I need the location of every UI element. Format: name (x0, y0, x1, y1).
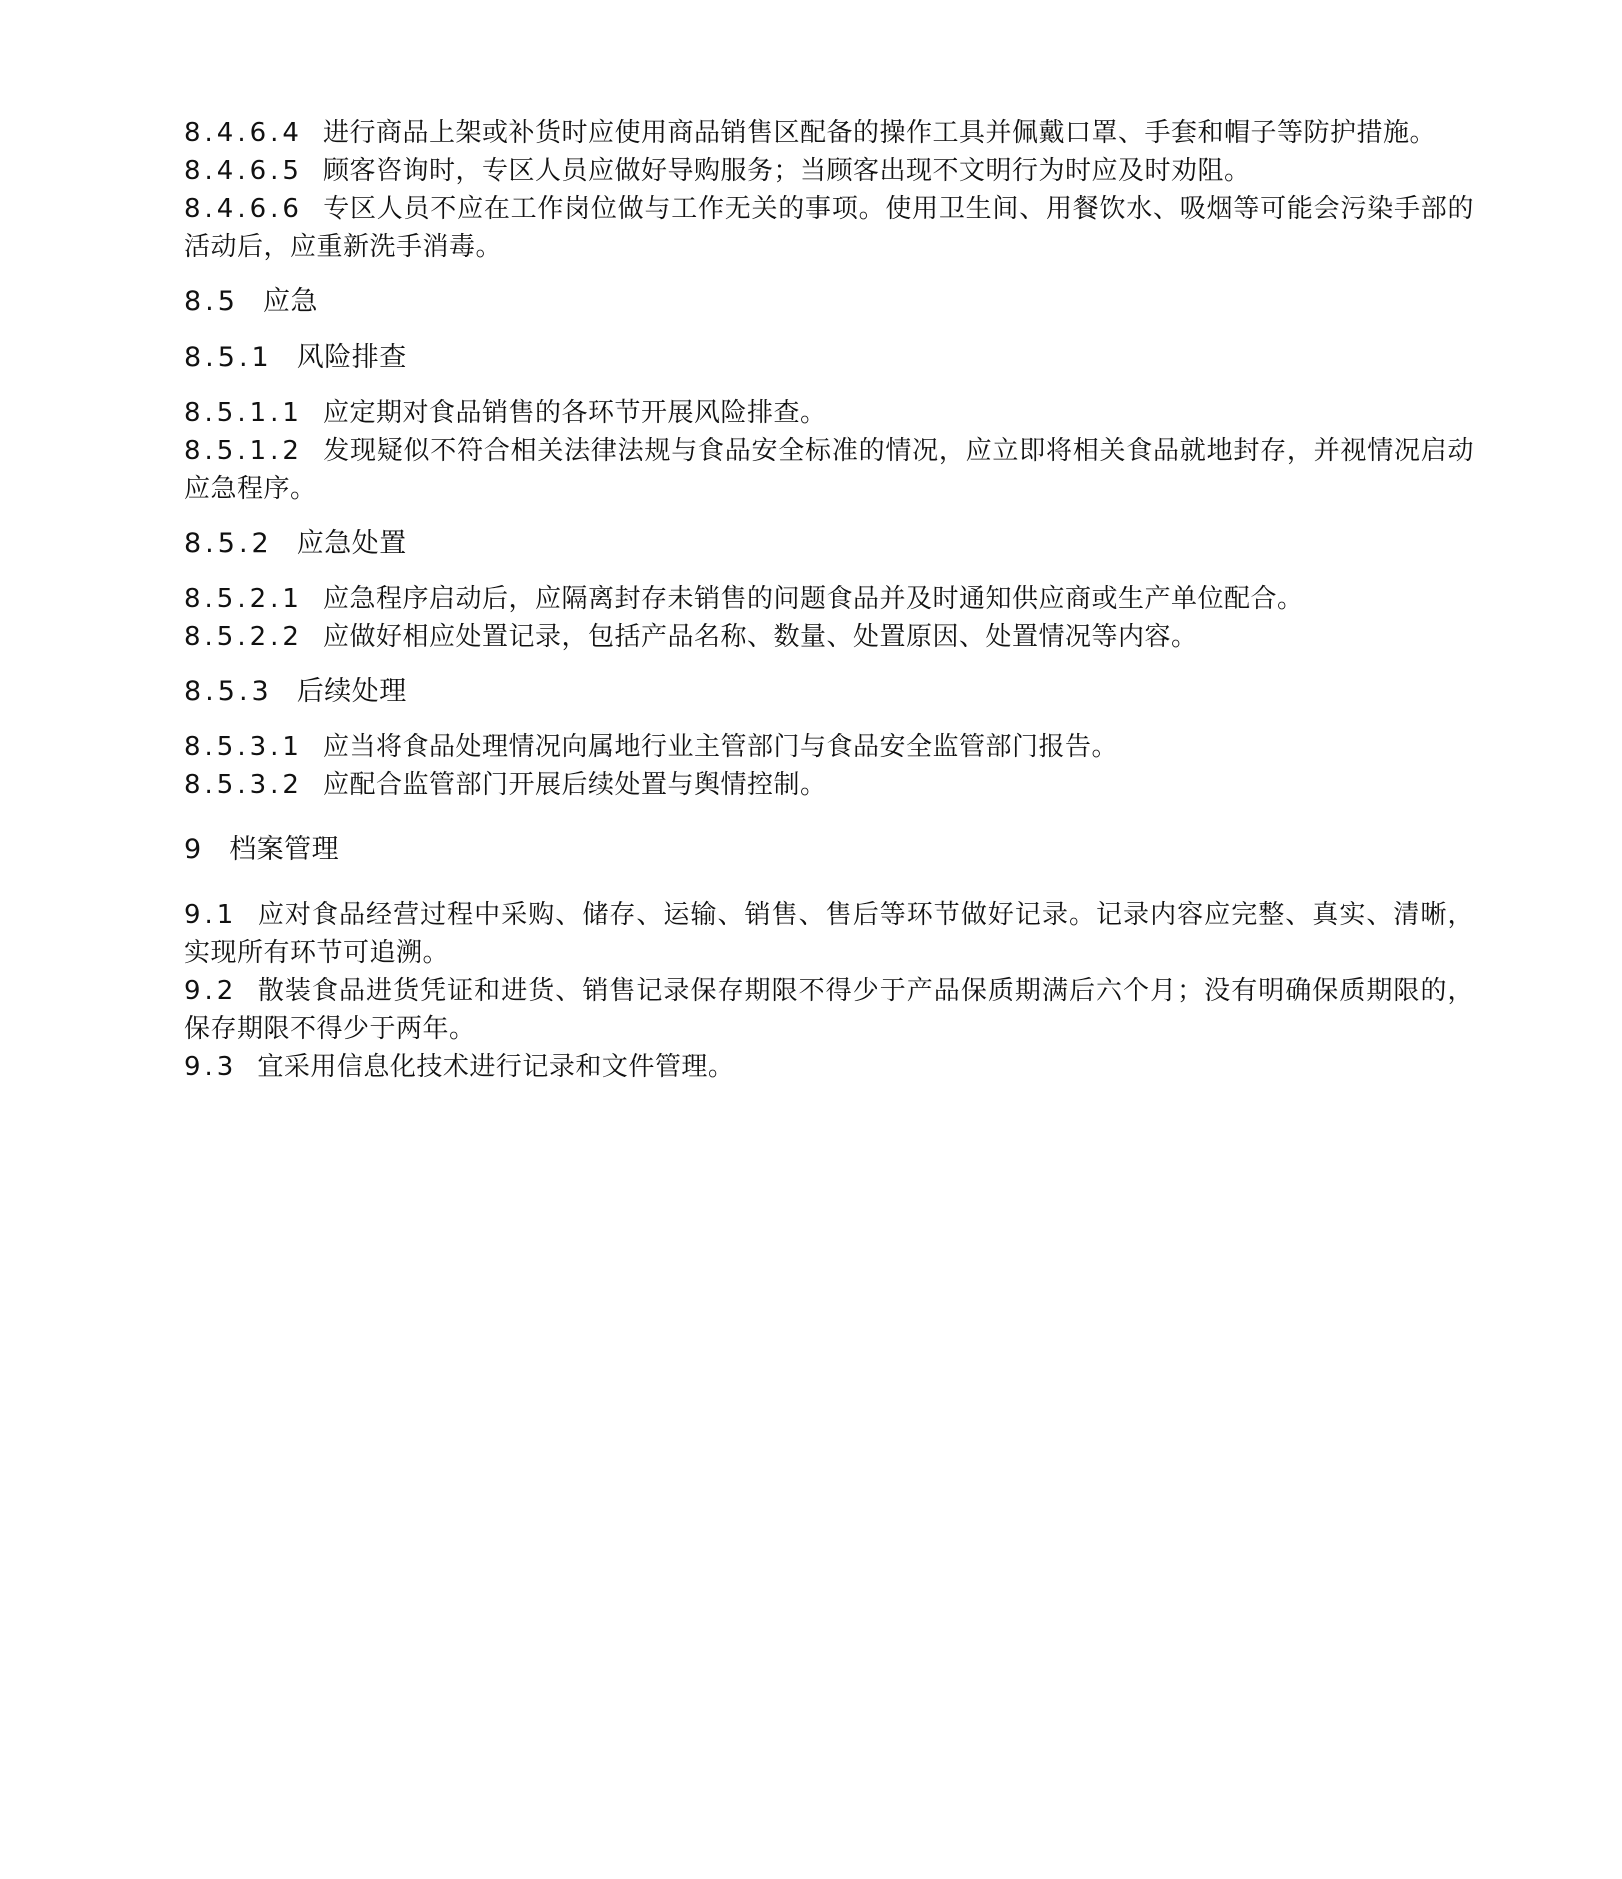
heading-number: 8.5.3 (184, 676, 273, 707)
clause-8-5-3-1 (184, 728, 1474, 766)
heading-8-5-2 (184, 524, 1474, 564)
heading-text: 后续处理 (296, 676, 407, 707)
clause-8-4-6-6 (184, 190, 1474, 266)
clause-number: 8.5.2.1 (184, 584, 303, 614)
clause-number: 9.2 (184, 976, 238, 1006)
clause-number: 8.5.1.1 (184, 398, 303, 428)
heading-text: 档案管理 (229, 834, 340, 865)
clause-text: 专区人员不应在工作岗位做与工作无关的事项。使用卫生间、用餐饮水、吸烟等可能会污染手部的活动后，应重新洗手消毒。 (184, 194, 1474, 262)
clause-text: 散装食品进货凭证和进货、销售记录保存期限不得少于产品保质期满后六个月；没有明确保质期限的，保存期限不得少于两年。 (184, 976, 1474, 1044)
heading-text: 应急处置 (296, 528, 407, 559)
heading-number: 8.5 (184, 286, 239, 317)
clause-text: 应定期对食品销售的各环节开展风险排查。 (322, 398, 827, 428)
clause-8-5-2-2 (184, 618, 1474, 656)
clause-8-5-2-1 (184, 580, 1474, 618)
clause-number: 8.5.3.1 (184, 732, 303, 762)
heading-number: 8.5.2 (184, 528, 273, 559)
heading-text: 应急 (262, 286, 318, 317)
clause-8-5-1-1 (184, 394, 1474, 432)
clause-number: 9.3 (184, 1052, 238, 1082)
clause-number: 8.5.1.2 (184, 436, 303, 466)
clause-text: 应做好相应处置记录，包括产品名称、数量、处置原因、处置情况等内容。 (322, 622, 1198, 652)
clause-number: 8.4.6.5 (184, 156, 303, 186)
clause-9-3 (184, 1048, 1474, 1086)
clause-number: 8.5.3.2 (184, 770, 303, 800)
clause-8-4-6-4 (184, 114, 1474, 152)
heading-number: 8.5.1 (184, 342, 273, 373)
clause-number: 8.5.2.2 (184, 622, 303, 652)
clause-text: 顾客咨询时，专区人员应做好导购服务；当顾客出现不文明行为时应及时劝阻。 (322, 156, 1251, 186)
heading-number: 9 (184, 834, 206, 865)
heading-8-5-1 (184, 338, 1474, 378)
heading-8-5 (184, 282, 1474, 322)
clause-text: 应配合监管部门开展后续处置与舆情控制。 (322, 770, 827, 800)
clause-text: 发现疑似不符合相关法律法规与食品安全标准的情况，应立即将相关食品就地封存，并视情况启动应急程序。 (184, 436, 1474, 504)
clause-8-5-1-2 (184, 432, 1474, 508)
heading-8-5-3 (184, 672, 1474, 712)
clause-text: 应对食品经营过程中采购、储存、运输、销售、售后等环节做好记录。记录内容应完整、真实、清晰，实现所有环节可追溯。 (184, 900, 1474, 968)
clause-number: 8.4.6.6 (184, 194, 303, 224)
clause-8-4-6-5 (184, 152, 1474, 190)
document-body (184, 114, 1474, 1086)
clause-9-1 (184, 896, 1474, 972)
clause-9-2 (184, 972, 1474, 1048)
clause-8-5-3-2 (184, 766, 1474, 804)
clause-text: 进行商品上架或补货时应使用商品销售区配备的操作工具并佩戴口罩、手套和帽子等防护措施。 (322, 118, 1436, 148)
heading-9 (184, 830, 1474, 870)
clause-text: 宜采用信息化技术进行记录和文件管理。 (257, 1052, 735, 1082)
heading-text: 风险排查 (296, 342, 407, 373)
clause-number: 9.1 (184, 900, 238, 930)
clause-number: 8.4.6.4 (184, 118, 303, 148)
clause-text: 应急程序启动后，应隔离封存未销售的问题食品并及时通知供应商或生产单位配合。 (322, 584, 1304, 614)
clause-text: 应当将食品处理情况向属地行业主管部门与食品安全监管部门报告。 (322, 732, 1118, 762)
